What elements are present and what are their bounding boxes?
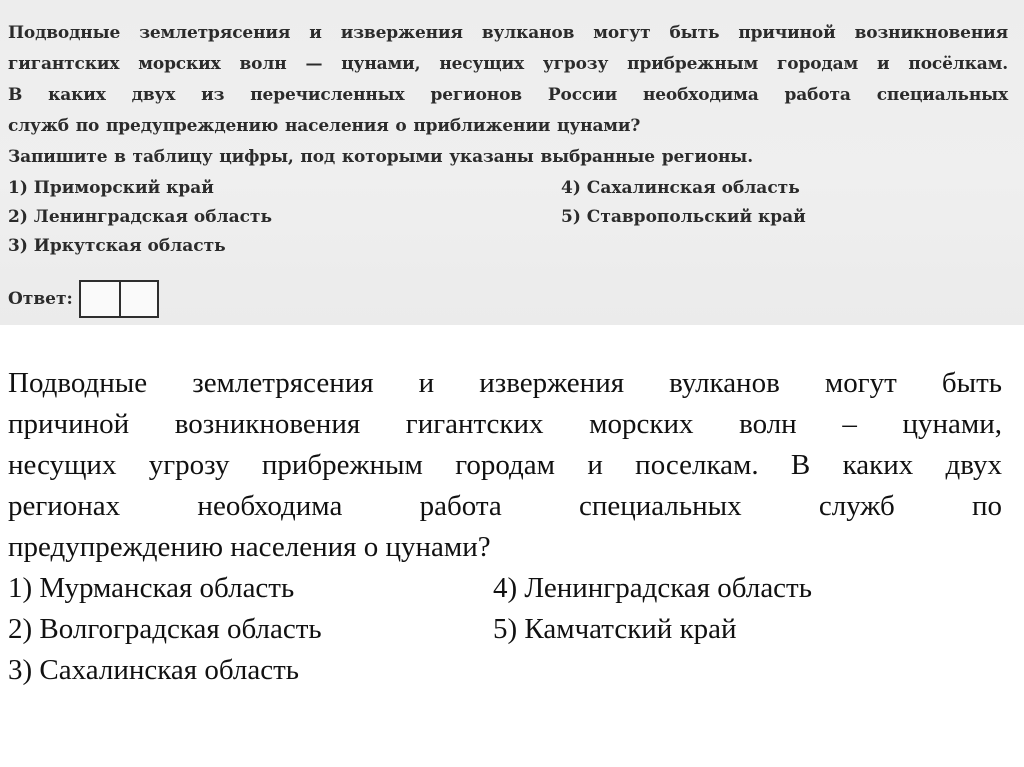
typed-question-line: Подводные землетрясения и извержения вулканов могут быть <box>8 367 1002 399</box>
scanned-option-3: 3) Иркутская область <box>8 236 226 256</box>
typed-option-1: 1) Мурманская область <box>8 572 295 604</box>
typed-option-2: 2) Волгоградская область <box>8 613 322 645</box>
scanned-question-line: В каких двух из перечисленных регионов России необходима работа специальных <box>8 85 1008 105</box>
scanned-option-1: 1) Приморский край <box>8 178 214 198</box>
answer-cell-1 <box>81 282 119 316</box>
typed-question-line: несущих угрозу прибрежным городам и поселкам. В каких двух <box>8 449 1002 481</box>
typed-question-line: предупреждению населения о цунами? <box>8 531 491 563</box>
scanned-question-line: Подводные землетрясения и извержения вулканов могут быть причиной возникновения <box>8 23 1008 43</box>
answer-row <box>8 280 159 318</box>
scanned-question-text <box>8 18 1008 173</box>
scanned-question-line: гигантских морских волн — цунами, несущих угрозу прибрежным городам и посёлкам. <box>8 54 1008 74</box>
typed-option-4: 4) Ленинградская область <box>493 572 812 604</box>
scanned-option-4: 4) Сахалинская область <box>561 178 800 198</box>
answer-label: Ответ: <box>8 289 73 309</box>
scanned-instruction-line: Запишите в таблицу цифры, под которыми указаны выбранные регионы. <box>8 147 753 167</box>
typed-question-line: причиной возникновения гигантских морских волн – цунами, <box>8 408 1002 440</box>
typed-option-3: 3) Сахалинская область <box>8 654 300 686</box>
answer-cell-2 <box>119 282 157 316</box>
typed-task <box>0 325 1024 767</box>
scanned-question-line: служб по предупреждению населения о приближении цунами? <box>8 116 641 136</box>
scanned-option-2: 2) Ленинградская область <box>8 207 273 227</box>
typed-option-5: 5) Камчатский край <box>493 613 737 645</box>
typed-question-line: регионах необходима работа специальных служб по <box>8 490 1002 522</box>
answer-boxes <box>79 280 159 318</box>
scanned-task-image <box>0 0 1024 325</box>
scanned-option-5: 5) Ставропольский край <box>561 207 806 227</box>
typed-question-text <box>8 363 1002 568</box>
